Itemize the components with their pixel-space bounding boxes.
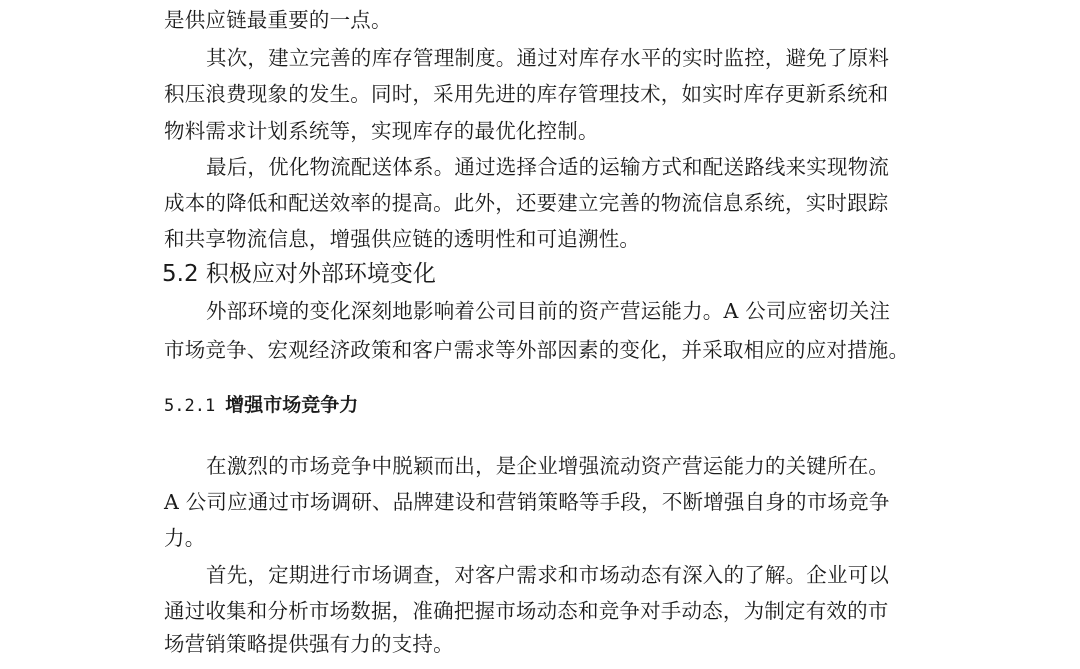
paragraph-line: 通过收集和分析市场数据，准确把握市场动态和竞争对手动态，为制定有效的市 [164,599,889,623]
paragraph-line: 首先，定期进行市场调查，对客户需求和市场动态有深入的了解。企业可以 [206,563,890,587]
paragraph-line: 力。 [164,526,206,550]
paragraph-line: 物料需求计划系统等，实现库存的最优化控制。 [164,119,599,143]
subsection-number: 5.2.1 [164,396,216,416]
paragraph-line: 最后，优化物流配送体系。通过选择合适的运输方式和配送路线来实现物流 [206,155,890,179]
paragraph-line: 市场竞争、宏观经济政策和客户需求等外部因素的变化，并采取相应的应对措施。 [164,338,910,362]
paragraph-line: 和共享物流信息，增强供应链的透明性和可追溯性。 [164,227,641,251]
paragraph-line: 其次，建立完善的库存管理制度。通过对库存水平的实时监控，避免了原料 [206,46,890,70]
paragraph-line: 积压浪费现象的发生。同时，采用先进的库存管理技术，如实时库存更新系统和 [164,82,889,106]
subsection-heading [164,393,358,418]
paragraph-line: 场营销策略提供强有力的支持。 [164,632,454,656]
paragraph-line: A 公司应通过市场调研、品牌建设和营销策略等手段，不断增强自身的市场竞争 [164,490,890,514]
section-heading: 5.2 积极应对外部环境变化 [162,261,436,287]
paragraph-line: 是供应链最重要的一点。 [164,8,392,32]
paragraph-line: 在激烈的市场竞争中脱颖而出，是企业增强流动资产营运能力的关键所在。 [206,454,890,478]
subsection-title: 增强市场竞争力 [225,394,359,416]
paragraph-line: 成本的降低和配送效率的提高。此外，还要建立完善的物流信息系统，实时跟踪 [164,191,889,215]
paragraph-line: 外部环境的变化深刻地影响着公司目前的资产营运能力。A 公司应密切关注 [206,299,891,323]
